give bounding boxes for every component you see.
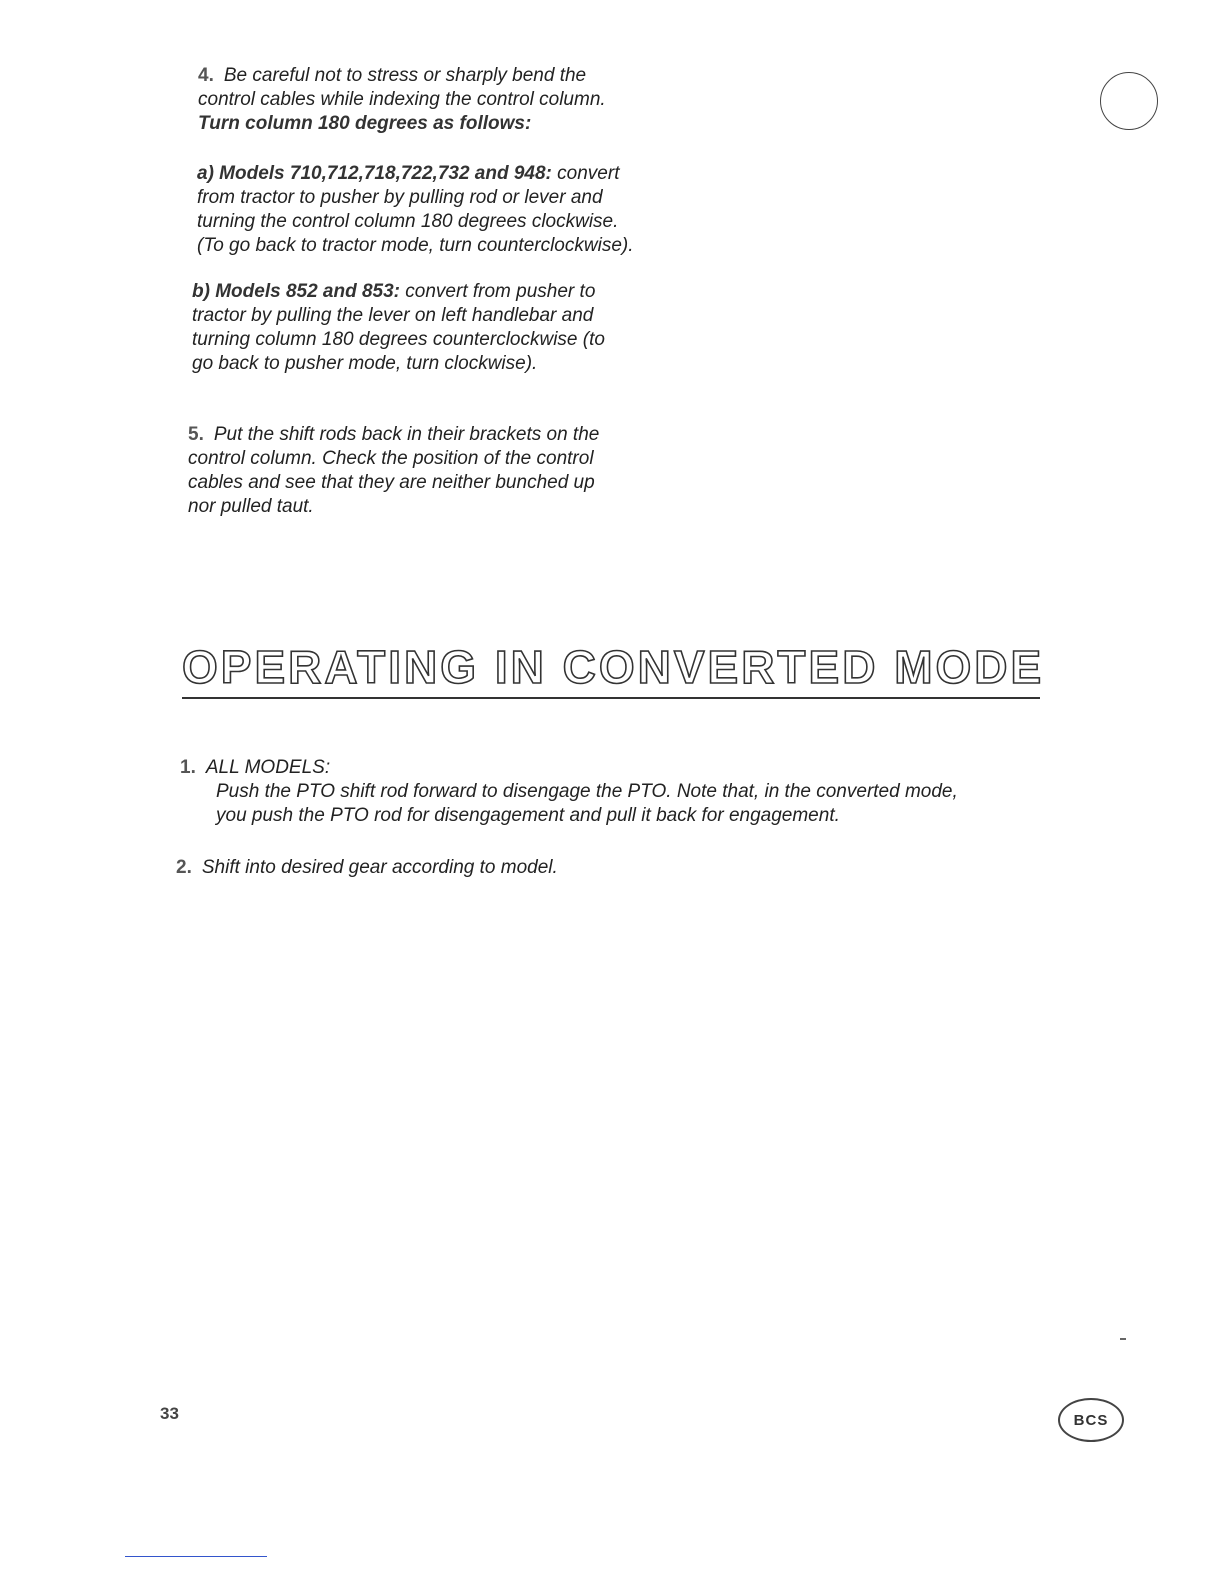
operating-step-2-line-1	[176, 856, 558, 880]
step-4-number: 4.	[198, 65, 214, 86]
step-4a-line-4: (To go back to tractor mode, turn counterclockwise).	[197, 235, 634, 256]
step-5	[188, 423, 599, 519]
page-number: 33	[160, 1404, 179, 1423]
operating-step-1-number: 1.	[180, 757, 196, 778]
step-4-line-3: Turn column 180 degrees as follows:	[198, 113, 532, 134]
heading-underline	[182, 697, 1040, 699]
section-heading: OPERATING IN CONVERTED MODE	[182, 641, 1045, 693]
punch-hole-circle	[1100, 72, 1158, 130]
step-5-line-1	[188, 423, 599, 447]
step-4-text-1: Be careful not to stress or sharply bend the	[223, 65, 587, 86]
step-4b-line-3: turning column 180 degrees counterclockwise (to	[192, 329, 605, 350]
step-4-line-2: control cables while indexing the control column.	[198, 89, 606, 110]
step-4b-text-1: convert from pusher to	[405, 281, 596, 302]
step-4a-line-2: from tractor to pusher by pulling rod or lever and	[197, 187, 603, 208]
operating-step-2-number: 2.	[176, 857, 192, 878]
step-4a	[197, 162, 634, 258]
operating-step-1-line-2: you push the PTO rod for disengagement and pull it back for engagement.	[216, 805, 840, 826]
bcs-logo: BCS	[1058, 1398, 1124, 1442]
step-4b-line-2: tractor by pulling the lever on left handlebar and	[192, 305, 594, 326]
step-4b-line-1	[192, 280, 605, 304]
step-4-line-1	[198, 64, 606, 88]
step-4b	[192, 280, 605, 376]
step-4a-line-3: turning the control column 180 degrees clockwise.	[197, 211, 619, 232]
scan-speck	[1120, 1338, 1126, 1340]
operating-step-1-title-line	[180, 756, 958, 780]
step-4b-models: b) Models 852 and 853:	[192, 281, 401, 302]
operating-step-1-title: ALL MODELS:	[205, 757, 331, 778]
step-5-line-2: control column. Check the position of the control	[188, 448, 594, 469]
operating-step-1	[180, 756, 958, 828]
footer-link-underline	[125, 1556, 267, 1557]
operating-step-2	[176, 856, 558, 880]
step-4b-line-4: go back to pusher mode, turn clockwise).	[192, 353, 538, 374]
step-4a-models: a) Models 710,712,718,722,732 and 948:	[197, 163, 552, 184]
step-4a-line-1	[197, 162, 634, 186]
step-4a-text-1: convert	[557, 163, 620, 184]
step-5-number: 5.	[188, 424, 204, 445]
step-5-line-4: nor pulled taut.	[188, 496, 314, 517]
operating-step-2-text: Shift into desired gear according to model.	[201, 857, 558, 878]
step-4	[198, 64, 606, 136]
operating-step-1-line-1: Push the PTO shift rod forward to disengage the PTO. Note that, in the converted mode,	[216, 781, 958, 802]
step-5-line-3: cables and see that they are neither bunched up	[188, 472, 595, 493]
step-5-text-1: Put the shift rods back in their brackets on the	[213, 424, 600, 445]
